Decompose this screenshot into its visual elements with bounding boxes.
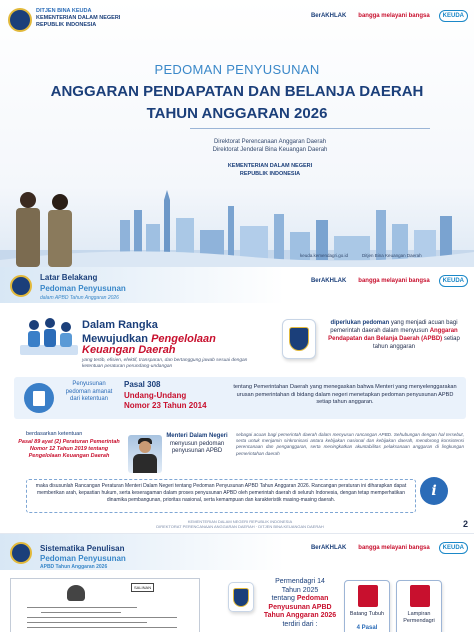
menteri-bold: Menteri Dalam Negeri — [166, 433, 228, 439]
berdasarkan-label: berdasarkan ketentuan — [26, 431, 83, 437]
sebagai-acuan-text: sebagai acuan bagi pemerintah daerah dalam menyusun rancangan APBD. Sehubungan dengan hal tersebut, serta untuk menjamin sinkronisasi antara kebijakan nasional dan kebijakan daerah, mendorong konsistensi perencanaan dan penganggaran, serta meningkatkan akuntabilitas pelaksanaan anggaran di lingkungan pemerintahan daerah — [236, 432, 464, 456]
perm-line-2: Tahun 2025 — [281, 586, 319, 594]
cover-title-line-1: ANGGARAN PENDAPATAN DAN BELANJA DAERAH — [50, 83, 424, 100]
garuda-emblem-icon — [67, 585, 85, 601]
minister-portrait — [128, 435, 162, 473]
perm-line-1: Permendagri 14 — [275, 578, 325, 585]
penyusunan-pedoman-label: Penyusunan pedoman amanat dari ketentuan — [65, 381, 113, 402]
keuangan-daerah-heading — [82, 344, 176, 356]
permendagri-summary — [260, 578, 340, 630]
diperlukan-rest: yang menjadi acuan bagi pemerintah daerah dalam menyusun — [330, 320, 458, 334]
kemendagri-emblem-icon — [228, 582, 254, 612]
slide-title: Sistematika Penulisan — [40, 544, 125, 553]
document-stack-icon — [358, 585, 378, 607]
slide-footer — [150, 519, 330, 529]
dalam-rangka-heading — [82, 319, 158, 331]
keuda-logo: KEUDA — [439, 542, 468, 554]
tentang-pemerintahan-text: tentang Pemerintahan Daerah yang menegaskan bahwa Menteri yang menyelenggarakan urusan pemerintahan di bidang dalam negeri menetapkan pedoman penyusunan APBD setiap tahun anggaran. — [233, 384, 457, 405]
latar-belakang-slide — [0, 267, 474, 533]
berakhlak-logo: BerAKHLAK — [310, 13, 347, 19]
document-stack-icon — [410, 585, 430, 607]
pengelolaan-text: Pengelolaan — [151, 333, 216, 345]
kemendagri-line-1: KEMENTERIAN DALAM NEGERI — [227, 163, 313, 169]
menteri-rest: menyusun pedoman penyusunan APBD — [169, 440, 225, 454]
ministry-line-1: DITJEN BINA KEUDA — [36, 8, 92, 14]
slide-title: Latar Belakang — [40, 273, 98, 282]
bangga-melayani-logo: bangga melayani bangsa — [358, 545, 430, 551]
keuda-logo: KEUDA — [439, 10, 468, 22]
kemendagri-line-2: REPUBLIK INDONESIA — [239, 170, 301, 177]
footer-channel: Ditjen Bina Keuangan Daerah — [362, 253, 422, 258]
berakhlak-logo: BerAKHLAK — [310, 278, 347, 284]
team-illustration-icon — [20, 315, 78, 361]
ministry-name — [36, 8, 120, 29]
brand-logos — [308, 10, 468, 22]
keuangan-daerah-text: Keuangan Daerah — [82, 344, 176, 356]
apbd-highlight: Anggaran Pendapatan dan Belanja Daerah (APBD) — [328, 328, 458, 342]
berakhlak-logo: BerAKHLAK — [310, 545, 347, 551]
kemendagri-logo-icon — [10, 275, 32, 297]
slide-caption: APBD Tahun Anggaran 2026 — [40, 564, 108, 570]
perm-tail: terdiri dari : — [282, 620, 318, 628]
uu-label-line-1: Undang-Undang — [124, 391, 187, 400]
kemendagri-text — [170, 163, 370, 178]
conclusion-box: maka disusunlah Rancangan Peraturan Menteri Dalam Negeri tentang Pedoman Penyusunan APBD Tahun Anggaran 2026. Rancangan peraturan ini diharapkan dapat memberikan arah, kepastian hukum, serta keseragaman dalam proses penyusunan APBD oleh pemerintah daerah di seluruh Indonesia, dengan tetap memperhatikan dinamika pembangunan, prioritas nasional, serta kemampuan dan karakteristik masing-masing daerah. — [26, 479, 416, 513]
kemendagri-emblem-icon — [282, 319, 316, 359]
card-count: 4 Pasal — [356, 625, 378, 631]
keuda-logo: KEUDA — [439, 275, 468, 287]
document-icon — [24, 383, 54, 413]
ministry-line-3: REPUBLIK INDONESIA — [36, 22, 97, 28]
cover-subtitle: PEDOMAN PENYUSUNAN — [154, 62, 320, 77]
brand-logos — [308, 275, 468, 287]
directorate-line-1: Direktorat Perencanaan Anggaran Daerah — [213, 139, 327, 145]
sistematika-penulisan-slide — [0, 533, 474, 632]
footer-line-2: DIREKTORAT PERENCANAAN ANGGARAN DAERAH · DITJEN BINA KEUANGAN DAERAH — [156, 524, 324, 529]
cover-title-line-2: TAHUN ANGGARAN 2026 — [146, 105, 328, 122]
kemendagri-logo-icon — [8, 8, 32, 32]
page-number: 2 — [462, 519, 468, 529]
pasal-89-reference: Pasal 89 ayat (2) Peraturan Pemerintah Nomor 12 Tahun 2019 tentang Pengelolaan Keuangan Daerah — [18, 439, 120, 459]
perm-line-3: tentang — [271, 595, 295, 603]
ministry-line-2: KEMENTERIAN DALAM NEGERI — [36, 15, 121, 21]
kemendagri-logo-icon — [10, 542, 32, 564]
salinan-stamp: SALINAN — [131, 583, 154, 592]
pasal-308-label: Pasal 308 — [124, 380, 161, 389]
menteri-text — [166, 433, 228, 456]
bangga-melayani-logo: bangga melayani bangsa — [358, 13, 430, 19]
perm-highlight: Pedoman Penyusunan APBD Tahun Anggaran 2026 — [263, 595, 337, 620]
card-label: Batang Tubuh — [349, 611, 385, 617]
card-label: Lampiran Permendagri — [403, 611, 435, 624]
bangga-melayani-logo: bangga melayani bangsa — [358, 278, 430, 284]
lampiran-card[interactable] — [396, 580, 442, 632]
dalam-rangka-text: Dalam Rangka — [82, 319, 158, 331]
cover-footer — [300, 253, 422, 258]
batang-tubuh-card[interactable] — [344, 580, 390, 632]
slide-caption: dalam APBD Tahun Anggaran 2026 — [40, 295, 119, 301]
info-icon[interactable]: i — [420, 477, 448, 505]
setiap-tahun-text: setiap tahun anggaran — [372, 336, 460, 350]
brand-logos — [308, 542, 468, 554]
permendagri-document-preview — [10, 578, 200, 632]
title-divider — [190, 128, 430, 129]
uu-label-line-2: Nomor 23 Tahun 2014 — [124, 401, 207, 410]
footer-line-1: KEMENTERIAN DALAM NEGERI REPUBLIK INDONESIA — [187, 519, 293, 524]
pedoman-requirement-text — [324, 319, 464, 351]
slide-subtitle: Pedoman Penyusunan — [40, 284, 126, 293]
directorate-line-2: Direktorat Jenderal Bina Keuangan Daerah — [212, 147, 328, 153]
mewujudkan-text: Mewujudkan — [82, 333, 149, 345]
slide-subtitle: Pedoman Penyusunan — [40, 554, 126, 563]
footer-url: keuda.kemendagri.go.id — [300, 253, 349, 258]
dalam-rangka-description: yang tertib, efisien, efektif, transparan, dan bertanggung jawab sesuai dengan ketentuan peraturan perundang-undangan — [82, 358, 248, 369]
cover-slide — [0, 0, 474, 267]
diperlukan-bold: diperlukan pedoman — [330, 320, 390, 326]
directorate-text — [170, 138, 370, 154]
